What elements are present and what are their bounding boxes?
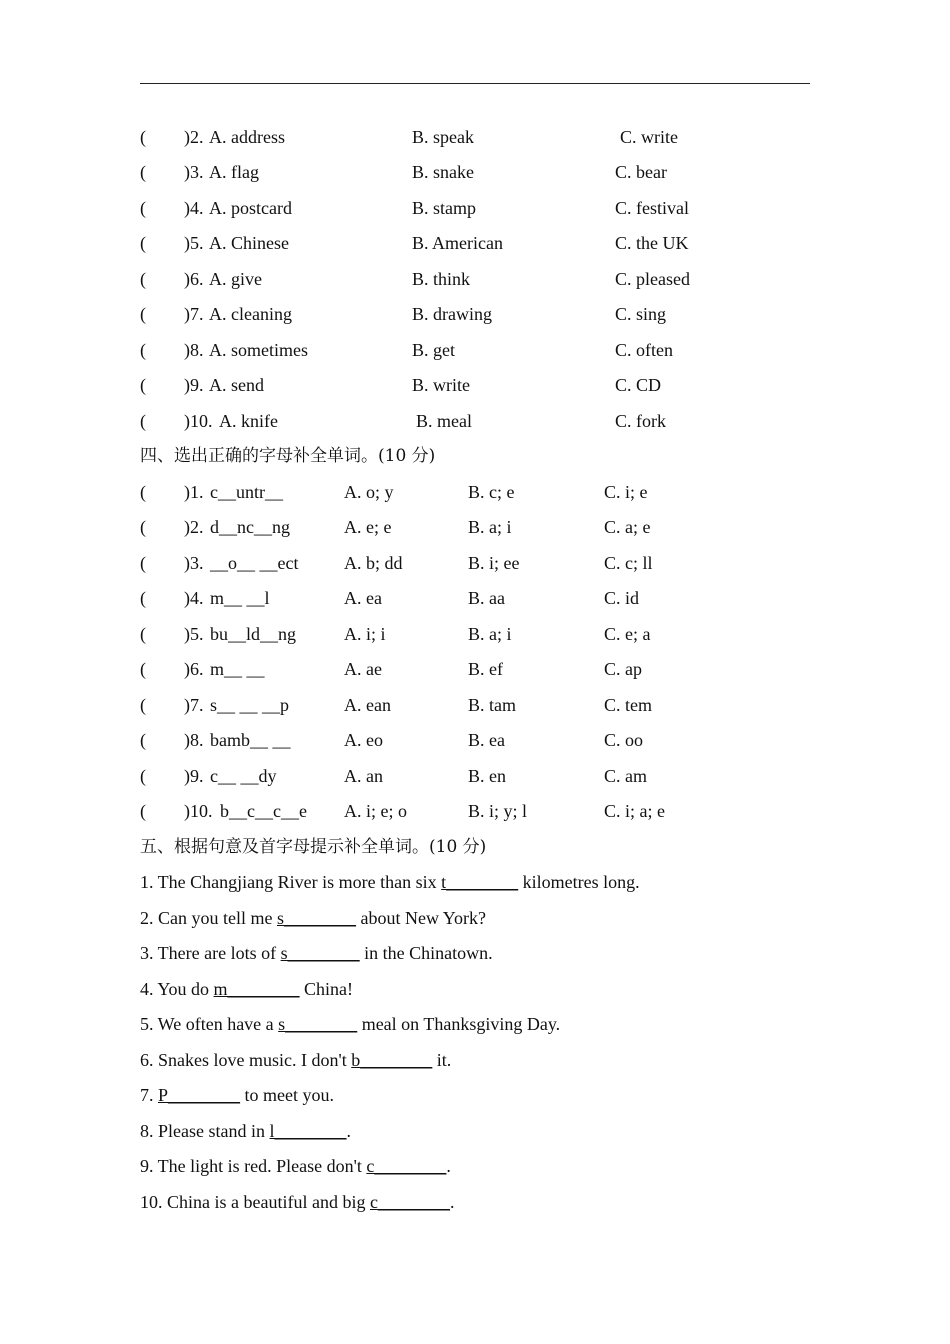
- question-row: ( )6. A. give B. think C. pleased: [140, 269, 690, 289]
- option-b: B. speak: [412, 127, 474, 147]
- option-b: B. American: [412, 233, 503, 253]
- option-c: C. write: [620, 127, 678, 147]
- fill-in-sentence: 5. We often have a s________ meal on Thanksgiving Day.: [140, 1014, 561, 1034]
- incomplete-word: bamb__ __: [210, 730, 291, 750]
- option-c: C. c; ll: [604, 553, 653, 573]
- option-c: C. CD: [615, 375, 662, 395]
- option-a: A. e; e: [344, 517, 392, 537]
- incomplete-word: bu__ld__ng: [210, 624, 297, 644]
- option-b: B. meal: [416, 411, 472, 431]
- question-row: ( )4. A. postcard B. stamp C. festival: [140, 198, 689, 218]
- option-c: C. a; e: [604, 517, 651, 537]
- option-b: B. ea: [468, 730, 505, 750]
- option-b: B. a; i: [468, 517, 512, 537]
- question-number: )9.: [184, 375, 204, 395]
- incomplete-word: b__c__c__e: [220, 801, 307, 821]
- question-row: ( )8. bamb__ __ A. eo B. ea C. oo: [140, 730, 644, 750]
- fill-in-sentence: 6. Snakes love music. I don't b________ it.: [140, 1050, 452, 1070]
- option-b: B. c; e: [468, 482, 515, 502]
- question-row: ( )1. c__untr__ A. o; y B. c; e C. i; e: [140, 482, 648, 502]
- option-a: A. send: [209, 375, 264, 395]
- answer-blank: l________: [269, 1121, 347, 1141]
- header-rule: [140, 83, 810, 84]
- question-row: ( )10. b__c__c__e A. i; e; o B. i; y; l C. i; a; e: [140, 801, 665, 821]
- option-a: A. give: [209, 269, 262, 289]
- answer-blank: s________: [276, 908, 356, 928]
- option-c: C. the UK: [615, 233, 689, 253]
- option-a: A. b; dd: [344, 553, 403, 573]
- option-b: B. i; ee: [468, 553, 520, 573]
- answer-blank: s________: [280, 943, 360, 963]
- option-a: A. ae: [344, 659, 382, 679]
- question-number: )6.: [184, 269, 204, 289]
- option-c: C. bear: [615, 162, 667, 182]
- fill-in-sentence: 3. There are lots of s________ in the Chinatown.: [140, 943, 493, 963]
- fill-in-sentence: 9. The light is red. Please don't c________.: [140, 1156, 451, 1176]
- question-row: ( )6. m__ __ A. ae B. ef C. ap: [140, 659, 642, 679]
- answer-blank: c________: [366, 1156, 447, 1176]
- option-b: B. write: [412, 375, 470, 395]
- option-c: C. am: [604, 766, 647, 786]
- fill-in-sentence: 8. Please stand in l________.: [140, 1121, 351, 1141]
- option-c: C. id: [604, 588, 640, 608]
- incomplete-word: __o__ __ect: [210, 553, 299, 573]
- option-b: B. think: [412, 269, 471, 289]
- incomplete-word: c__untr__: [210, 482, 283, 502]
- option-c: C. often: [615, 340, 673, 360]
- fill-in-sentence: 1. The Changjiang River is more than six t________ kilometres long.: [140, 872, 640, 892]
- answer-blank: s________: [278, 1014, 358, 1034]
- question-row: ( )5. bu__ld__ng A. i; i B. a; i C. e; a: [140, 624, 651, 644]
- option-c: C. pleased: [615, 269, 690, 289]
- option-c: C. fork: [615, 411, 666, 431]
- question-row: ( )2. A. address B. speak C. write: [140, 127, 678, 147]
- option-a: A. an: [344, 766, 383, 786]
- option-a: A. i; i: [344, 624, 386, 644]
- option-a: A. eo: [344, 730, 383, 750]
- question-row: ( )2. d__nc__ng A. e; e B. a; i C. a; e: [140, 517, 651, 537]
- incomplete-word: d__nc__ng: [210, 517, 290, 537]
- question-number: )2.: [184, 517, 204, 537]
- question-number: )5.: [184, 624, 204, 644]
- option-c: C. sing: [615, 304, 667, 324]
- section-heading: 五、根据句意及首字母提示补全单词。(10 分): [140, 837, 487, 857]
- fill-in-sentence: 7. P________ to meet you.: [140, 1085, 334, 1105]
- option-a: A. ean: [344, 695, 391, 715]
- answer-blank: c________: [369, 1192, 450, 1212]
- option-a: A. Chinese: [209, 233, 289, 253]
- question-number: )4.: [184, 198, 204, 218]
- option-c: C. festival: [615, 198, 689, 218]
- option-b: B. snake: [412, 162, 474, 182]
- question-row: ( )7. s__ __ __p A. ean B. tam C. tem: [140, 695, 652, 715]
- option-a: A. i; e; o: [344, 801, 407, 821]
- question-row: ( )5. A. Chinese B. American C. the UK: [140, 233, 689, 253]
- option-c: C. e; a: [604, 624, 651, 644]
- incomplete-word: m__ __l: [210, 588, 270, 608]
- option-a: A. address: [209, 127, 285, 147]
- question-row: ( )8. A. sometimes B. get C. often: [140, 340, 673, 360]
- question-number: )1.: [184, 482, 204, 502]
- question-number: )10.: [184, 801, 213, 821]
- option-b: B. tam: [468, 695, 516, 715]
- option-b: B. en: [468, 766, 506, 786]
- question-number: )3.: [184, 553, 204, 573]
- question-number: )7.: [184, 695, 204, 715]
- option-b: B. i; y; l: [468, 801, 528, 821]
- fill-in-sentence: 4. You do m________ China!: [140, 979, 354, 999]
- question-number: )6.: [184, 659, 204, 679]
- option-a: A. cleaning: [209, 304, 292, 324]
- answer-blank: P________: [158, 1085, 241, 1105]
- question-number: )2.: [184, 127, 204, 147]
- question-number: )8.: [184, 730, 204, 750]
- option-b: B. drawing: [412, 304, 492, 324]
- incomplete-word: c__ __dy: [210, 766, 277, 786]
- question-number: )7.: [184, 304, 204, 324]
- option-b: B. a; i: [468, 624, 512, 644]
- option-c: C. tem: [604, 695, 652, 715]
- question-number: )10.: [184, 411, 213, 431]
- option-a: A. postcard: [209, 198, 292, 218]
- option-c: C. i; a; e: [604, 801, 665, 821]
- option-a: A. o; y: [344, 482, 394, 502]
- question-row: ( )9. A. send B. write C. CD: [140, 375, 662, 395]
- answer-blank: b________: [351, 1050, 433, 1070]
- question-row: ( )10. A. knife B. meal C. fork: [140, 411, 666, 431]
- option-b: B. ef: [468, 659, 503, 679]
- fill-in-sentence: 2. Can you tell me s________ about New York?: [140, 908, 486, 928]
- question-number: )8.: [184, 340, 204, 360]
- option-a: A. flag: [209, 162, 259, 182]
- incomplete-word: m__ __: [210, 659, 265, 679]
- option-a: A. sometimes: [209, 340, 308, 360]
- option-b: B. get: [412, 340, 455, 360]
- option-b: B. stamp: [412, 198, 477, 218]
- section-heading: 四、选出正确的字母补全单词。(10 分): [140, 446, 436, 466]
- fill-in-sentence: 10. China is a beautiful and big c________.: [140, 1192, 455, 1212]
- question-row: ( )7. A. cleaning B. drawing C. sing: [140, 304, 667, 324]
- answer-blank: t________: [441, 872, 519, 892]
- question-number: )9.: [184, 766, 204, 786]
- option-c: C. i; e: [604, 482, 648, 502]
- incomplete-word: s__ __ __p: [210, 695, 290, 715]
- option-a: A. ea: [344, 588, 382, 608]
- option-a: A. knife: [219, 411, 278, 431]
- question-number: )5.: [184, 233, 204, 253]
- option-c: C. ap: [604, 659, 642, 679]
- question-row: ( )4. m__ __l A. ea B. aa C. id: [140, 588, 640, 608]
- question-number: )4.: [184, 588, 204, 608]
- question-number: )3.: [184, 162, 204, 182]
- answer-blank: m________: [213, 979, 300, 999]
- question-row: ( )3. __o__ __ect A. b; dd B. i; ee C. c; ll: [140, 553, 653, 573]
- option-c: C. oo: [604, 730, 644, 750]
- question-row: ( )9. c__ __dy A. an B. en C. am: [140, 766, 647, 786]
- question-row: ( )3. A. flag B. snake C. bear: [140, 162, 667, 182]
- option-b: B. aa: [468, 588, 505, 608]
